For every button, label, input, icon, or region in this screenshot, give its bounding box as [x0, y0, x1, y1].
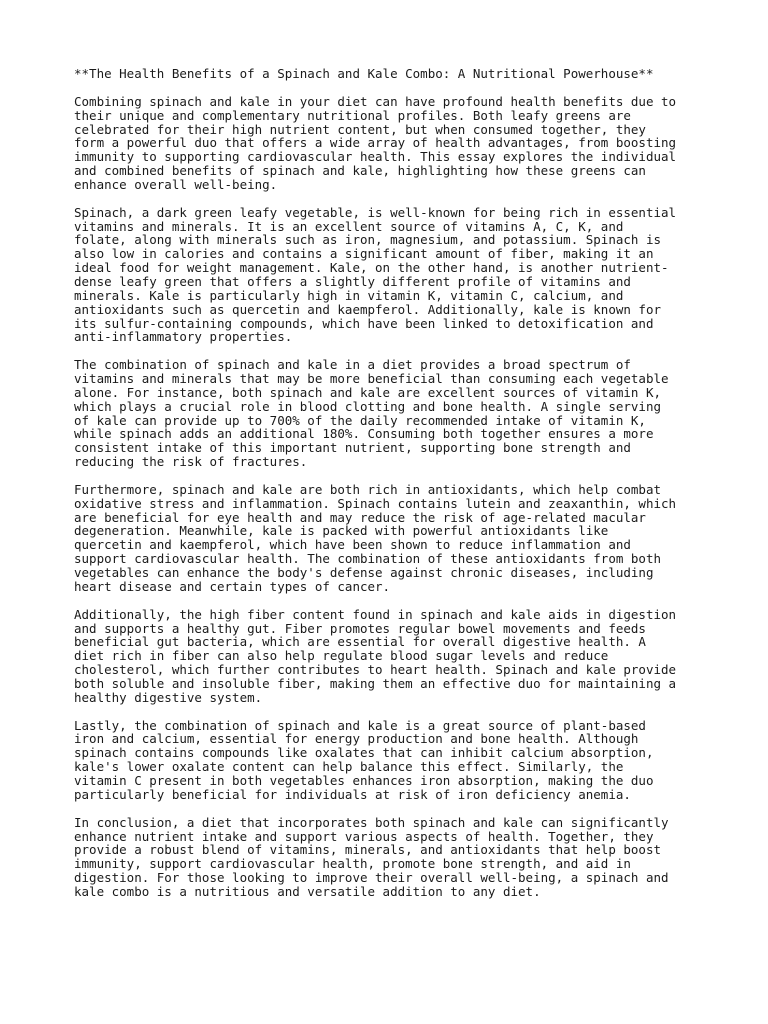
paragraph	[74, 358, 704, 469]
paragraph-line: minerals. Kale is particularly high in vitamin K, vitamin C, calcium, and	[74, 287, 624, 303]
paragraph	[74, 206, 704, 344]
document-body	[74, 95, 704, 899]
paragraph-line: The combination of spinach and kale in a diet provides a broad spectrum of	[74, 357, 631, 373]
paragraph-line: vegetables can enhance the body's defense against chronic diseases, including	[74, 565, 654, 580]
paragraph-line: form a powerful duo that offers a wide array of health advantages, from boosting	[74, 135, 677, 151]
paragraph-line: are beneficial for eye health and may reduce the risk of age-related macular	[74, 509, 646, 525]
paragraph-line: Spinach, a dark green leafy vegetable, is well-known for being rich in essential	[74, 204, 677, 220]
paragraph-line: oxidative stress and inflammation. Spinach contains lutein and zeaxanthin, which	[74, 495, 677, 511]
paragraph-line: vitamins and minerals. It is an excellent source of vitamins A, C, K, and	[74, 218, 624, 234]
paragraph-line: antioxidants such as quercetin and kaempferol. Additionally, kale is known for	[74, 301, 661, 317]
paragraph-line: of kale can provide up to 700% of the daily recommended intake of vitamin K,	[74, 412, 646, 428]
paragraph-line: provide a robust blend of vitamins, minerals, and antioxidants that help boost	[74, 842, 661, 858]
paragraph-line: support cardiovascular health. The combination of these antioxidants from both	[74, 551, 661, 567]
paragraph-line: cholesterol, which further contributes to heart health. Spinach and kale provide	[74, 662, 677, 678]
paragraph-line: immunity, support cardiovascular health, promote bone strength, and aid in	[74, 856, 631, 872]
paragraph-line: heart disease and certain types of cancer.	[74, 578, 391, 594]
paragraph-line: spinach contains compounds like oxalates that can inhibit calcium absorption,	[74, 745, 654, 761]
paragraph-line: Lastly, the combination of spinach and kale is a great source of plant-based	[74, 717, 646, 733]
paragraph-line: reducing the risk of fractures.	[74, 454, 308, 470]
paragraph-line: Combining spinach and kale in your diet can have profound health benefits due to	[74, 93, 677, 109]
paragraph-line: anti-inflammatory properties.	[74, 329, 293, 345]
paragraph	[74, 608, 704, 705]
paragraph	[74, 95, 704, 192]
paragraph-line: their unique and complementary nutritional profiles. Both leafy greens are	[74, 107, 631, 123]
paragraph-line: particularly beneficial for individuals at risk of iron deficiency anemia.	[74, 786, 631, 802]
paragraph	[74, 816, 704, 899]
paragraph-line: kale's lower oxalate content can help balance this effect. Similarly, the	[74, 759, 624, 775]
paragraph-line: degeneration. Meanwhile, kale is packed with powerful antioxidants like	[74, 523, 609, 539]
paragraph-line: beneficial gut bacteria, which are essential for overall digestive health. A	[74, 634, 646, 650]
paragraph-line: vitamins and minerals that may be more beneficial than consuming each vegetable	[74, 371, 669, 387]
paragraph-line: celebrated for their high nutrient content, but when consumed together, they	[74, 121, 646, 137]
paragraph	[74, 483, 704, 594]
paragraph-line: In conclusion, a diet that incorporates both spinach and kale can significantly	[74, 814, 669, 830]
paragraph-line: and combined benefits of spinach and kale, highlighting how these greens can	[74, 163, 646, 179]
paragraph-line: its sulfur-containing compounds, which have been linked to detoxification and	[74, 315, 654, 331]
paragraph-line: enhance nutrient intake and support various aspects of health. Together, they	[74, 828, 654, 844]
paragraph-line: which plays a crucial role in blood clotting and bone health. A single serving	[74, 398, 661, 414]
paragraph-line: vitamin C present in both vegetables enhances iron absorption, making the duo	[74, 772, 654, 788]
paragraph-line: diet rich in fiber can also help regulate blood sugar levels and reduce	[74, 648, 609, 664]
document-title: **The Health Benefits of a Spinach and Kale Combo: A Nutritional Powerhouse**	[74, 66, 654, 81]
paragraph-line: dense leafy green that offers a slightly different profile of vitamins and	[74, 273, 631, 289]
paragraph-line: also low in calories and contains a significant amount of fiber, making it an	[74, 246, 654, 262]
paragraph-line: digestion. For those looking to improve their overall well-being, a spinach and	[74, 870, 669, 886]
paragraph-line: Furthermore, spinach and kale are both rich in antioxidants, which help combat	[74, 481, 661, 497]
paragraph-line: and supports a healthy gut. Fiber promotes regular bowel movements and feeds	[74, 620, 646, 636]
paragraph-line: ideal food for weight management. Kale, on the other hand, is another nutrient-	[74, 260, 669, 276]
paragraph-line: both soluble and insoluble fiber, making them an effective duo for maintaining a	[74, 675, 677, 691]
paragraph-line: enhance overall well-being.	[74, 176, 278, 192]
paragraph-line: kale combo is a nutritious and versatile addition to any diet.	[74, 883, 541, 899]
paragraph-line: folate, along with minerals such as iron, magnesium, and potassium. Spinach is	[74, 232, 661, 248]
paragraph-line: immunity to supporting cardiovascular health. This essay explores the individual	[74, 149, 677, 165]
paragraph-line: Additionally, the high fiber content found in spinach and kale aids in digestion	[74, 606, 677, 622]
paragraph-line: quercetin and kaempferol, which have been shown to reduce inflammation and	[74, 537, 631, 553]
paragraph-line: alone. For instance, both spinach and kale are excellent sources of vitamin K,	[74, 384, 661, 400]
paragraph-line: while spinach adds an additional 180%. Consuming both together ensures a more	[74, 426, 654, 442]
paragraph	[74, 719, 704, 802]
paragraph-line: iron and calcium, essential for energy production and bone health. Although	[74, 731, 639, 747]
paragraph-line: healthy digestive system.	[74, 689, 263, 705]
document-page	[74, 67, 704, 913]
paragraph-line: consistent intake of this important nutrient, supporting bone strength and	[74, 440, 631, 456]
